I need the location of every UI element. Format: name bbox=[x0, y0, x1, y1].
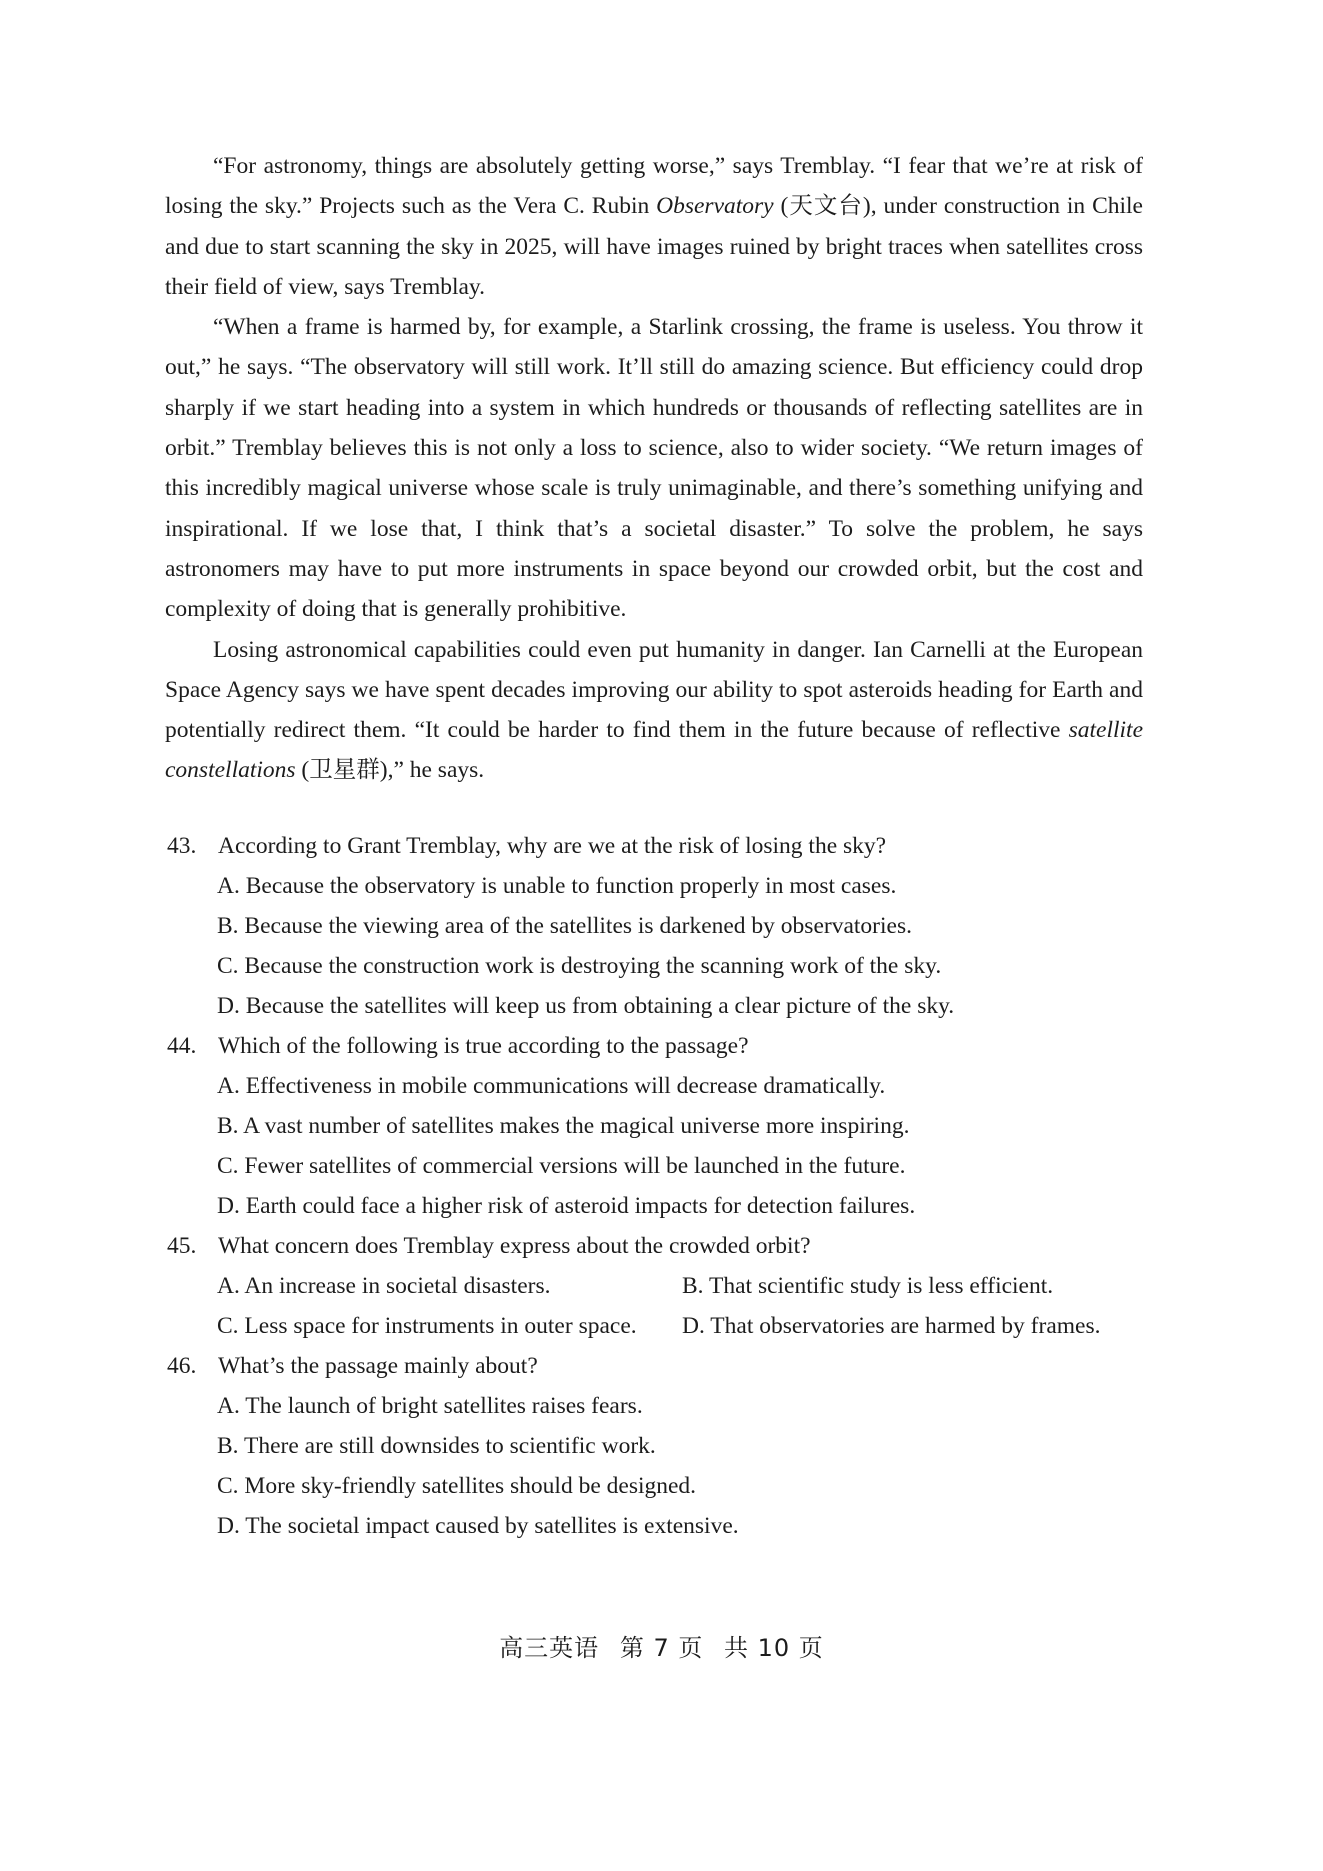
option-d: D. Because the satellites will keep us from obtaining a clear picture of the sky. bbox=[217, 993, 955, 1019]
paragraph-1-italic-term: Observatory bbox=[656, 193, 774, 220]
footer-page-number: 第 7 页 bbox=[619, 1634, 704, 1662]
option-d: D. The societal impact caused by satellites is extensive. bbox=[217, 1513, 739, 1539]
option-a: A. An increase in societal disasters. bbox=[217, 1273, 551, 1299]
question-stem bbox=[167, 1226, 1147, 1266]
option-c: C. Because the construction work is destroying the scanning work of the sky. bbox=[217, 953, 942, 979]
option-b: B. A vast number of satellites makes the magical universe more inspiring. bbox=[217, 1113, 910, 1139]
question-text: What’s the passage mainly about? bbox=[218, 1353, 538, 1379]
option-c: C. Fewer satellites of commercial versions will be launched in the future. bbox=[217, 1153, 906, 1179]
paragraph-3-text-b: (卫星群),” he says. bbox=[295, 757, 485, 784]
option-d: D. Earth could face a higher risk of asteroid impacts for detection failures. bbox=[217, 1193, 916, 1219]
question-text: Which of the following is true according to the passage? bbox=[218, 1033, 749, 1059]
question-45 bbox=[167, 1226, 1147, 1346]
option-b: B. That scientific study is less efficient. bbox=[682, 1273, 1054, 1299]
option-b: B. Because the viewing area of the satellites is darkened by observatories. bbox=[217, 913, 912, 939]
question-46 bbox=[167, 1346, 1147, 1546]
option-c: C. More sky-friendly satellites should be designed. bbox=[217, 1473, 697, 1499]
question-text: According to Grant Tremblay, why are we at the risk of losing the sky? bbox=[218, 833, 887, 859]
question-44 bbox=[167, 1026, 1147, 1226]
passage-paragraph-3 bbox=[165, 630, 1143, 791]
option-a: A. Because the observatory is unable to function properly in most cases. bbox=[217, 873, 897, 899]
paragraph-1-text-a: “For astronomy, things are absolutely getting worse,” says Tremblay. “I fear that we’re at risk of losing the sky.” Projects such as the Vera C. Rubin bbox=[165, 153, 1143, 220]
passage-paragraph-1 bbox=[165, 146, 1143, 307]
option-a: A. Effectiveness in mobile communications will decrease dramatically. bbox=[217, 1073, 886, 1099]
footer-page-total: 共 10 页 bbox=[724, 1634, 824, 1662]
question-stem bbox=[167, 1346, 1147, 1386]
question-text: What concern does Tremblay express about the crowded orbit? bbox=[218, 1233, 811, 1259]
question-number: 46. bbox=[167, 1353, 197, 1379]
question-list bbox=[167, 826, 1147, 1546]
question-number: 43. bbox=[167, 833, 197, 859]
option-a: A. The launch of bright satellites raises fears. bbox=[217, 1393, 643, 1419]
reading-passage bbox=[165, 146, 1143, 791]
footer-subject: 高三英语 bbox=[499, 1634, 600, 1662]
question-stem bbox=[167, 1026, 1147, 1066]
page-footer bbox=[0, 1628, 1323, 1663]
option-b: B. There are still downsides to scientific work. bbox=[217, 1433, 656, 1459]
option-row-1 bbox=[167, 1266, 1147, 1306]
question-stem bbox=[167, 826, 1147, 866]
question-number: 44. bbox=[167, 1033, 197, 1059]
question-number: 45. bbox=[167, 1233, 197, 1259]
paragraph-1-text-b: (天文台), under construction in Chile and due to start scanning the sky in 2025, will have images ruined by bright traces when satellites cross their field of view, says Tremblay. bbox=[165, 193, 1143, 300]
passage-paragraph-2: “When a frame is harmed by, for example, a Starlink crossing, the frame is useless. You throw it out,” he says. “The observatory will still work. It’ll still do amazing science. But efficiency could drop sharply if we start heading into a system in which hundreds or thousands of reflecting satellites are in orbit.” Tremblay believes this is not only a loss to science, also to wider society. “We return images of this incredibly magical universe whose scale is truly unimaginable, and there’s something unifying and inspirational. If we lose that, I think that’s a societal disaster.” To solve the problem, he says astronomers may have to put more instruments in space beyond our crowded orbit, but the cost and complexity of doing that is generally prohibitive. bbox=[165, 314, 1143, 623]
paragraph-3-text-a: Losing astronomical capabilities could even put humanity in danger. Ian Carnelli at the European Space Agency says we have spent decades improving our ability to spot asteroids heading for Earth and potentially redirect them. “It could be harder to find them in the future because of reflective bbox=[165, 636, 1143, 744]
option-row-2 bbox=[167, 1306, 1147, 1346]
option-d: D. That observatories are harmed by frames. bbox=[682, 1313, 1101, 1339]
option-c: C. Less space for instruments in outer space. bbox=[217, 1313, 637, 1339]
question-43 bbox=[167, 826, 1147, 1026]
paragraph-3-italic-term: satellite constellations bbox=[165, 717, 1143, 784]
